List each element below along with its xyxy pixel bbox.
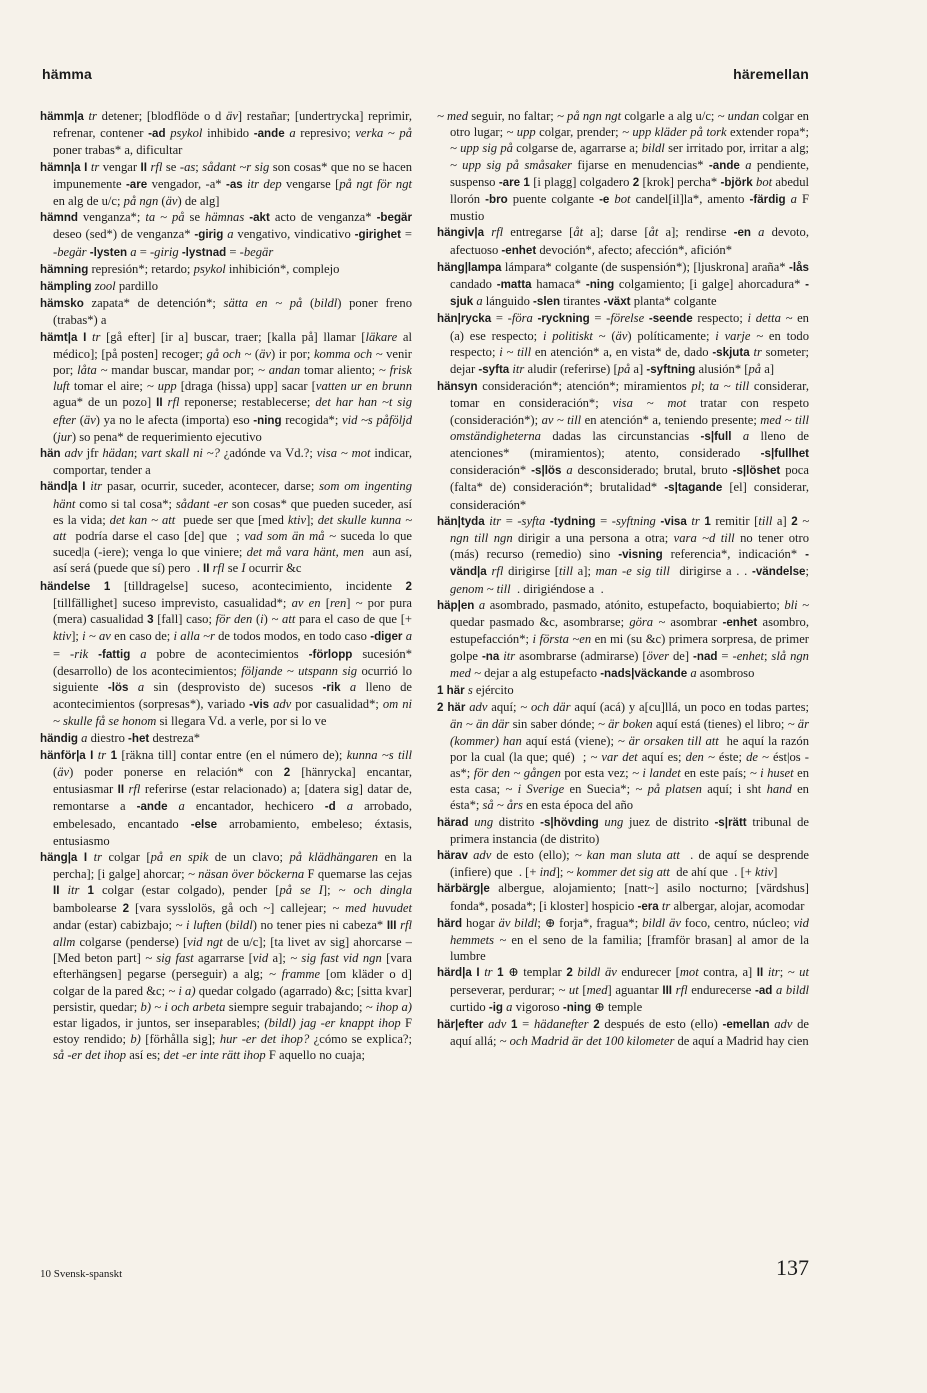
dictionary-entry: hänsyn consideración*; atención*; miramientos pl; ta ~ till considerar, tomar en consideración*; visa ~ mot tratar con respeto (consideración*); av ~ till en atención* a, teniendo presente; med ~ till omständigheterna dadas las circunstancias -s|full a lleno de atenciones* (miramientos); atento, considerado -s|fullhet consideración* -s|lös a desconsiderado; brutal, bruto -s|löshet poca (falta* de) consideración*; brutalidad* -s|tagande [el] considerar, consideración* — [437, 379, 809, 512]
dictionary-entry: hämt|a I tr [gå efter] [ir a] buscar, traer; [kalla på] llamar [läkare al médico]; [på posten] recoger; gå och ~ (äv) ir por; komma och ~ venir por; låta ~ mandar buscar, mandar por; ~ andan tomar aliento; ~ frisk luft tomar el aire; ~ upp [draga (hissa) upp] sacar [vatten ur en brunn agua* de un pozo] II rfl reponerse; restablecerse; det har han ~t sig efter (äv) ya no le afecta (importa) eso -ning recogida*; vid ~s påföljd (jur) so pena* de requerimiento ejecutivo — [40, 329, 413, 444]
dictionary-entry: hämpling zool pardillo — [40, 279, 159, 294]
dictionary-entry: härbärg|e albergue, alojamiento; [natt~] asilo nocturno; [värdshus] fonda*, posada*; [i kloster] hospicio -era tr albergar, alojar, acomodar — [437, 881, 809, 913]
dictionary-entry: härd|a I tr 1 ⊕ templar 2 bildl äv endurecer [mot contra, a] II itr; ~ ut perseverar, perdurar; ~ ut [med] aguantar III rfl endurecerse -ad a bildl curtido -ig a vigoroso -ning ⊕ temple — [437, 965, 810, 1014]
dictionary-entry: häng|lampa lámpara* colgante (de suspensión*); [ljuskrona] araña* -lås candado -matta hamaca* -ning colgamiento; [i galge] ahorcadura* -sjuk a lánguido -slen tirantes -växt planta* colgante — [437, 259, 810, 309]
dictionary-entry: hän|rycka = -föra -ryckning = -förelse -seende respecto; i detta ~ en (a) ese respecto; i politiskt ~ (äv) políticamente; i varje ~ en todo respecto; i ~ till en atención* a, en vista* de, dado -skjuta tr someter; dejar -syfta itr aludir (referirse) [på a] -syftning alusión* [på a] — [437, 311, 810, 377]
dictionary-entry: hängiv|a rfl entregarse [åt a]; darse [åt a]; rendirse -en a devoto, afectuoso -enhet devoción*, afecto; afección*, afición* — [437, 225, 809, 257]
dictionary-entry: händelse 1 [tilldragelse] suceso, acontecimiento, incidente 2 [tillfällighet] suceso imprevisto, casualidad*; av en [ren] ~ por pura (mera) casualidad 3 [fall] caso; för den (i) ~ att para el caso de que [+ ktiv]; i ~ av en caso de; i alla ~r de todos modos, en todo caso -diger a = -rik -fattig a pobre de acontecimientos -förlopp sucesión* (desarrollo) de los acontecimientos; följande ~ utspann sig ocurrió lo siguiente -lös a sin (desprovisto de) sucesos -rik a lleno de acontecimientos (sorpresas*), variado -vis adv por casualidad*; om ni ~ skulle få se honom si llegara Vd. a verle, por si lo ve — [40, 578, 413, 729]
dictionary-entry: hämn|a I tr vengar II rfl se -as; sådant ~r sig son cosas* que no se hacen impunemente -are vengador, -a* -as itr dep vengarse [på ngt för ngt en alg de u/c; på ngn (äv) de alg] — [40, 159, 413, 209]
dictionary-entry: händig a diestro -het destreza* — [40, 730, 200, 745]
dictionary-entry: härd hogar äv bildl; ⊕ forja*, fragua*; bildl äv foco, centro, núcleo; vid hemmets ~ en el seno de la familia; [framför brasan] al amor de la lumbre — [437, 915, 810, 964]
dictionary-entry: ~ med seguir, no faltar; ~ på ngn ngt colgarle a alg u/c; ~ undan colgar en otro lugar; ~ upp colgar, prender; ~ upp kläder på tork extender ropa*; ~ upp sig på colgarse de, agarrarse a; bildl ser irritado por, irritar a alg; ~ upp sig på småsaker fijarse en menudencias* -ande a pendiente, suspenso -are 1 [i plagg] colgadero 2 [krok] percha* -björk bot abedul llorón -bro puente colgante -e bot candel[il]la*, amento -färdig a F mustio — [437, 109, 810, 224]
dictionary-entry: häng|a I tr colgar [på en spik de un clavo; på klädhängaren en la percha]; [i galge] ahorcar; ~ näsan över böckerna F quemarse las cejas II itr 1 colgar (estar colgado), pender [på se I]; ~ och dingla bambolearse 2 [vara sysslolös, gå och ~] callejear; ~ med huvudet andar (estar) cabizbajo; ~ i luften (bildl) no tener pies ni cabeza* III rfl allm colgarse (penderse) [vid ngt de u/c]; [ta livet av sig] ahorcarse – [Med beton part] ~ sig fast agarrarse [vid a]; ~ sig fast vid ngn [vara efterhängsen] pegarse (perseguir) a alg; ~ framme [om kläder o d] colgar de la pared &c; ~ i a) quedar colgado (agarrado) &c; [sitta kvar] persistir, quedar; b) ~ i och arbeta siempre seguir trabajando; ~ ihop a) estar ligados, ir juntos, ser inseparables; (bildl) jag -er knappt ihop F estoy rendido; b) [förhålla sig]; hur -er det ihop? ¿cómo se explica?; så -er det ihop así es; det -er inte rätt ihop F aquello no cuaja; — [40, 849, 413, 1063]
dictionary-entry: händ|a I itr pasar, ocurrir, suceder, acontecer, darse; som om ingenting hänt como si tal cosa*; sådant -er son cosas* que pueden suceder, así es la vida; det kan ~ att puede ser que [med ktiv]; det skulle kunna ~ att podría darse el caso [de] que ; vad som än må ~ suceda lo que suced|a (-iere); venga lo que viniere; det må vara hänt, men aun así, así será (puede que sí) pero . II rfl se I ocurrir &c — [40, 479, 413, 576]
running-head-left: hämma — [42, 66, 93, 82]
page-number: 137 — [776, 1255, 809, 1280]
dictionary-entry: härad ung distrito -s|hövding ung juez de distrito -s|rätt tribunal de primera instancia (de distrito) — [437, 814, 810, 846]
dictionary-entry: hämnd venganza*; ta ~ på se hämnas -akt acto de venganza* -begär deseo (sed*) de venganza* -girig a vengativo, vindicativo -girighet = -begär -lysten a = -girig -lystnad = -begär — [40, 210, 412, 259]
dictionary-entry: hämning represión*; retardo; psykol inhibición*, complejo — [40, 261, 340, 276]
dictionary-entry: härav adv de esto (ello); ~ kan man sluta att . de aquí se desprende (infiere) que . [+ ind]; ~ kommer det sig att de ahí que . [+ ktiv] — [437, 847, 810, 880]
left-column — [40, 108, 412, 1064]
dictionary-entry: här|efter adv 1 = hädanefter 2 después de esto (ello) -emellan adv de aquí allá; ~ och Madrid är det 100 kilometer de aquí a Madrid hay cien — [437, 1016, 810, 1049]
running-head-right: häremellan — [733, 66, 809, 82]
dictionary-entry: hämm|a tr detener; [blodflöde o d äv] restañar; [undertrycka] reprimir, refrenar, contener -ad psykol inhibido -ande a represivo; verka ~ på poner trabas* a, dificultar — [40, 109, 413, 158]
dictionary-entry: hän|tyda itr = -syfta -tydning = -syftning -visa tr 1 remitir [till a] 2 ~ ngn till ngn dirigir a una persona a otra; vara ~d till no tener otro (más) recurso (remedio) sino -visning referencia*, indicación* -vänd|a rfl dirigirse [till a]; man -e sig till dirigirse a . . -vändelse; genom ~ till . dirigiéndose a . — [437, 513, 810, 596]
right-column — [437, 108, 809, 1049]
dictionary-entry: 1 här s ejército — [437, 682, 514, 697]
dictionary-entry: hämsko zapata* de detención*; sätta en ~ på (bildl) poner freno (trabas*) a — [40, 296, 413, 328]
dictionary-entry: 2 här adv aquí; ~ och där aquí (acá) y a[cu]llá, un poco en todas partes; än ~ än där sin saber dónde; ~ är boken aquí está (tienes) el libro; ~ är (kommer) han aquí está (viene); ~ är orsaken till att he aquí la razón por la cual (la que; qué) ; ~ var det aquí es; den ~ éste; de ~ ést|os -as*; för den ~ gången por esta vez; ~ i landet en este país; ~ i huset en esta casa; ~ i Sverige en Suecia*; ~ på platsen aquí; i sht hand en ésta*; så ~ års en esta época del año — [437, 700, 810, 813]
dictionary-entry: hän adv jfr hädan; vart skall ni ~? ¿adónde va Vd.?; visa ~ mot indicar, comportar, tender a — [40, 446, 412, 478]
printer-signature: 10 Svensk-spanskt — [40, 1268, 123, 1280]
dictionary-entry: häp|en a asombrado, pasmado, atónito, estupefacto, boquiabierto; bli ~ quedar pasmado &c, asombrarse; göra ~ asombrar -enhet asombro, estupefacción*; i första ~en en mi (su &c) primera sorpresa, de primer golpe -na itr asombrarse (admirarse) [över de] -nad = -enhet; slå ngn med ~ dejar a alg estupefacto -nads|väckande a asombroso — [437, 597, 809, 680]
dictionary-entry: hänför|a I tr 1 [räkna till] contar entre (en el número de); kunna ~s till (äv) poder ponerse en relación* con 2 [hänrycka] encantar, entusiasmar II rfl referirse (estar relacionado) a; [datera sig] datar de, remontarse a -ande a encantador, hechicero -d a arrobado, embelesado, encantado -else arrobamiento, embeleso; éxtasis, entusiasmo — [40, 747, 412, 848]
